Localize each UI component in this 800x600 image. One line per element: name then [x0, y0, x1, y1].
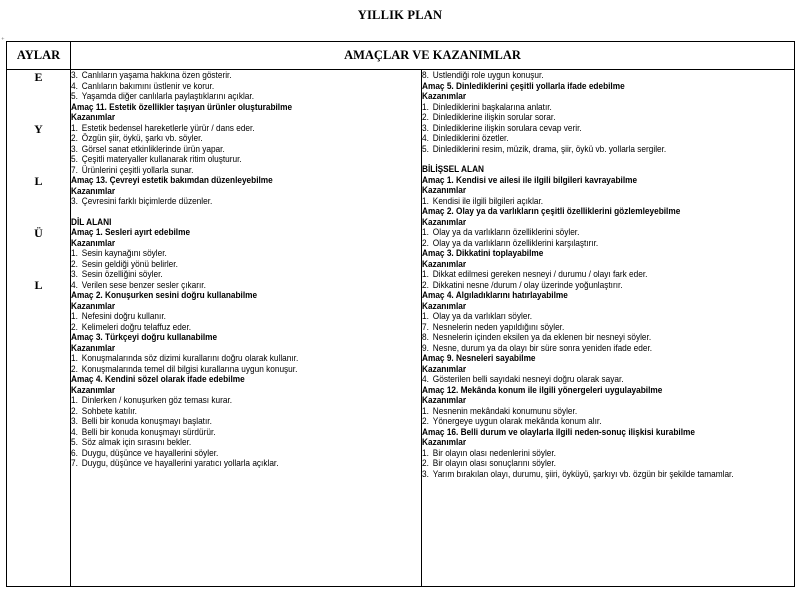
outcome-item	[71, 123, 421, 134]
item-text: Canlıların yaşama hakkına özen gösterir.	[81, 70, 232, 80]
outcome-item	[422, 123, 794, 134]
month-letter: E	[34, 70, 43, 84]
item-text: Sesin geldiği yönü belirler.	[81, 258, 178, 269]
item-text: Gösterilen belli sayıdaki nesneyi doğru olarak sayar.	[432, 374, 624, 384]
item-number: 1.	[422, 195, 429, 206]
item-number: 8.	[422, 332, 429, 342]
item-number: 2.	[422, 279, 429, 290]
section-heading: Kazanımlar	[71, 112, 116, 122]
item-number: 3.	[422, 122, 429, 133]
item-number: 3.	[71, 416, 78, 426]
outcome-item	[422, 311, 794, 322]
outcome-item	[71, 269, 421, 280]
section-spacer	[71, 207, 421, 217]
outcome-item	[422, 448, 794, 459]
outcome-item	[71, 280, 421, 291]
outcome-item	[422, 280, 794, 291]
item-text: Dinlediklerine ilişkin sorulara cevap verir.	[432, 122, 582, 133]
outcome-item	[71, 437, 421, 448]
outcome-item	[71, 133, 421, 144]
item-number: 1.	[71, 248, 78, 258]
item-text: Olay ya da varlıkları söyler.	[432, 311, 533, 321]
outcome-item	[71, 427, 421, 438]
item-number: 2.	[71, 258, 78, 269]
outcome-item	[71, 70, 421, 81]
item-number: 1.	[71, 122, 78, 133]
outcome-item	[71, 395, 421, 406]
outcome-item	[71, 322, 421, 333]
outcome-item	[422, 102, 794, 113]
item-text: Duygu, düşünce ve hayallerini yaratıcı yollarla açıklar.	[81, 458, 279, 468]
item-text: Dinlediklerine ilişkin sorular sorar.	[432, 112, 556, 122]
item-text: Özgün şiir, öykü, şarkı vb. söyler.	[81, 133, 203, 143]
item-number: 1.	[422, 227, 429, 237]
item-text: Bir olayın olası sonuçlarını söyler.	[432, 458, 556, 468]
outcome-item	[71, 91, 421, 102]
outcome-item	[422, 196, 794, 207]
section-heading: Kazanımlar	[71, 384, 116, 395]
outcome-item	[422, 70, 794, 81]
item-number: 1.	[422, 101, 429, 112]
outcome-item	[71, 259, 421, 270]
left-objectives-column	[71, 70, 422, 587]
item-number: 2.	[71, 405, 78, 416]
months-header: AYLAR	[7, 42, 71, 70]
section-heading: Amaç 2. Konuşurken sesini doğru kullanabilme	[71, 290, 258, 300]
item-text: Nesne, durum ya da olayı bir süre sonra yeniden ifade eder.	[432, 342, 653, 353]
item-text: Ürünlerini çeşitli yollarla sunar.	[81, 164, 194, 175]
section-heading: Kazanımlar	[71, 237, 116, 248]
month-letter: Ü	[34, 226, 43, 240]
item-number: 9.	[422, 342, 429, 353]
section-heading: Amaç 4. Kendini sözel olarak ifade edebilme	[71, 374, 245, 384]
item-number: 1.	[422, 269, 429, 279]
outcome-item	[71, 416, 421, 427]
item-text: Verilen sese benzer sesler çıkarır.	[81, 279, 206, 290]
section-heading: Kazanımlar	[422, 258, 467, 269]
item-text: Belli bir konuda konuşmayı başlatır.	[81, 416, 212, 426]
item-text: Sohbete katılır.	[81, 405, 137, 416]
item-number: 5.	[71, 437, 78, 447]
item-text: Kendisi ile ilgili bilgileri açıklar.	[432, 195, 544, 206]
section-heading: DİL ALANI	[71, 216, 112, 227]
header-row	[7, 42, 795, 70]
item-number: 6.	[71, 447, 78, 458]
item-number: 1.	[422, 447, 429, 458]
item-number: 2.	[422, 237, 429, 248]
section-heading: Kazanımlar	[422, 216, 467, 227]
item-text: Yönergeye uygun olarak mekânda konum alır.	[432, 416, 602, 426]
outcome-item	[422, 322, 794, 333]
item-number: 5.	[71, 154, 78, 164]
section-heading: Amaç 11. Estetik özellikler taşıyan ürünler oluşturabilme	[71, 101, 293, 112]
section-heading: Amaç 3. Türkçeyi doğru kullanabilme	[71, 332, 218, 342]
item-number: 4.	[71, 80, 78, 91]
outcome-item	[71, 353, 421, 364]
section-heading: Amaç 5. Dinlediklerini çeşitli yollarla ifade edebilme	[422, 80, 625, 91]
item-number: 3.	[71, 269, 78, 279]
item-text: Dikkat edilmesi gereken nesneyi / durumu / olayı fark eder.	[432, 269, 648, 279]
item-text: Kelimeleri doğru telaffuz eder.	[81, 321, 192, 332]
item-text: Konuşmalarında temel dil bilgisi kurallarına uygun konuşur.	[81, 363, 298, 374]
outcome-item	[71, 458, 421, 469]
section-heading: Kazanımlar	[422, 91, 467, 101]
item-text: Nesnenin mekândaki konumunu söyler.	[432, 405, 578, 416]
outcome-item	[71, 154, 421, 165]
section-heading: Amaç 1. Kendisi ve ailesi ile ilgili bilgileri kavrayabilme	[422, 174, 638, 185]
outcome-item	[71, 81, 421, 92]
item-text: Olay ya da varlıkların özelliklerini söyler.	[432, 227, 580, 237]
item-number: 2.	[71, 133, 78, 143]
item-text: Yarım bırakılan olayı, durumu, şiiri, öyküyü, şarkıyı vb. özgün bir şekilde tamamlar.	[432, 468, 734, 479]
item-number: 2.	[71, 321, 78, 332]
section-heading: Kazanımlar	[71, 185, 116, 196]
outcome-item	[71, 406, 421, 417]
item-text: Ustlendiği role uygun konuşur.	[432, 70, 544, 80]
document-title: YILLIK PLAN	[357, 8, 443, 22]
item-number: 7.	[71, 458, 78, 468]
section-heading: Kazanımlar	[422, 300, 467, 311]
item-text: Nefesini doğru kullanır.	[81, 311, 166, 321]
item-number: 4.	[71, 279, 78, 290]
section-heading: Amaç 1. Sesleri ayırt edebilme	[71, 227, 191, 237]
item-text: Sesin kaynağını söyler.	[81, 248, 167, 258]
item-number: 1.	[71, 395, 78, 405]
section-heading: Kazanımlar	[422, 395, 467, 405]
outcome-item	[422, 144, 794, 155]
item-number: 4.	[422, 374, 429, 384]
objectives-header: AMAÇLAR VE KAZANIMLAR	[71, 42, 795, 70]
item-text: Yaşamda diğer canlılarla paylaştıklarını açıklar.	[81, 91, 254, 101]
item-text: Canlıların bakımını üstlenir ve korur.	[81, 80, 215, 91]
outcome-item	[422, 469, 794, 480]
item-text: Nesnelerin neden yapıldığını söyler.	[432, 321, 565, 332]
outcome-item	[422, 269, 794, 280]
outcome-item	[71, 196, 421, 207]
item-number: 7.	[71, 164, 78, 175]
content-row	[7, 70, 795, 587]
item-number: 3.	[71, 196, 78, 206]
item-number: 5.	[422, 143, 429, 154]
item-text: Dinlediklerini başkalarına anlatır.	[432, 101, 552, 112]
item-text: Görsel sanat etkinliklerinde ürün yapar.	[81, 143, 225, 154]
item-number: 2.	[71, 363, 78, 374]
item-text: Olay ya da varlıkların özelliklerini karşılaştırır.	[432, 237, 599, 248]
section-heading: BİLİŞSEL ALAN	[422, 164, 485, 174]
section-heading: Kazanımlar	[422, 437, 467, 447]
outcome-item	[422, 238, 794, 249]
item-text: Dinlediklerini özetler.	[432, 133, 509, 143]
item-text: Belli bir konuda konuşmayı sürdürür.	[81, 426, 216, 437]
item-text: Sesin özelliğini söyler.	[81, 269, 163, 279]
right-objectives-column	[422, 70, 795, 587]
item-text: Söz almak için sırasını bekler.	[81, 437, 192, 447]
item-text: Çeşitli materyaller kullanarak ritim oluşturur.	[81, 154, 242, 164]
item-text: Konuşmalarında söz dizimi kurallarını doğru olarak kullanır.	[81, 353, 299, 363]
month-letter: L	[34, 174, 43, 188]
item-text: Dinlediklerini resim, müzik, drama, şiir, öykü vb. yollarla sergiler.	[432, 143, 667, 154]
plan-table	[6, 41, 795, 587]
item-text: Dinlerken / konuşurken göz teması kurar.	[81, 395, 233, 405]
item-number: 1.	[422, 405, 429, 416]
outcome-item	[422, 227, 794, 238]
month-letter: L	[34, 278, 43, 292]
item-text: Nesnelerin içinden eksilen ya da eklenen bir nesneyi söyler.	[432, 332, 652, 342]
item-number: 3.	[422, 468, 429, 479]
item-number: 4.	[422, 133, 429, 143]
section-heading: Amaç 16. Belli durum ve olaylarla ilgili neden-sonuç ilişkisi kurabilme	[422, 426, 695, 437]
outcome-item	[422, 133, 794, 144]
outcome-item	[422, 332, 794, 343]
section-heading: Amaç 9. Nesneleri sayabilme	[422, 353, 536, 363]
item-number: 2.	[422, 458, 429, 468]
item-text: Duygu, düşünce ve hayallerini söyler.	[81, 447, 219, 458]
outcome-item	[71, 448, 421, 459]
section-heading: Kazanımlar	[422, 363, 467, 374]
month-cell	[7, 70, 71, 587]
corner-mark: ⁺	[1, 37, 5, 44]
outcome-item	[71, 311, 421, 322]
outcome-item	[422, 416, 794, 427]
outcome-item	[71, 165, 421, 176]
month-letter: Y	[34, 122, 43, 136]
section-heading: Amaç 12. Mekânda konum ile ilgili yönergeleri uygulayabilme	[422, 384, 663, 395]
item-text: Çevresini farklı biçimlerde düzenler.	[81, 196, 213, 206]
item-number: 1.	[71, 311, 78, 321]
outcome-item	[71, 364, 421, 375]
outcome-item	[71, 248, 421, 259]
section-heading: Amaç 3. Dikkatini toplayabilme	[422, 248, 544, 258]
section-heading: Kazanımlar	[422, 185, 467, 195]
section-heading: Amaç 2. Olay ya da varlıkların çeşitli özelliklerini gözlemleyebilme	[422, 206, 681, 216]
item-number: 8.	[422, 70, 429, 80]
item-number: 5.	[71, 91, 78, 101]
item-number: 2.	[422, 416, 429, 426]
item-number: 7.	[422, 321, 429, 332]
outcome-item	[71, 144, 421, 155]
item-text: Dikkatini nesne /durum / olay üzerinde yoğunlaştırır.	[432, 279, 623, 290]
item-text: Bir olayın olası nedenlerini söyler.	[432, 447, 556, 458]
item-number: 3.	[71, 70, 78, 80]
item-text: Estetik bedensel hareketlerle yürür / dans eder.	[81, 122, 255, 133]
outcome-item	[422, 374, 794, 385]
outcome-item	[422, 406, 794, 417]
outcome-item	[422, 458, 794, 469]
item-number: 4.	[71, 426, 78, 437]
outcome-item	[422, 343, 794, 354]
item-number: 1.	[422, 311, 429, 321]
item-number: 2.	[422, 112, 429, 122]
section-spacer	[422, 154, 794, 164]
outcome-item	[422, 112, 794, 123]
item-number: 3.	[71, 143, 78, 154]
section-heading: Kazanımlar	[71, 342, 116, 353]
section-heading: Amaç 4. Algıladıklarını hatırlayabilme	[422, 290, 568, 300]
section-heading: Amaç 13. Çevreyi estetik bakımdan düzenleyebilme	[71, 175, 273, 185]
item-number: 1.	[71, 353, 78, 363]
section-heading: Kazanımlar	[71, 300, 116, 311]
